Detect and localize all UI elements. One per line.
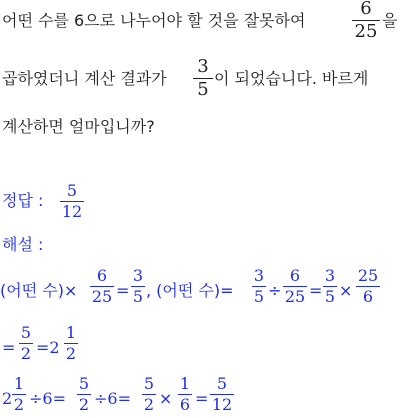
numerator: 25 [357, 266, 379, 285]
numerator: 5 [78, 374, 90, 393]
numerator: 5 [20, 323, 32, 342]
numerator: 1 [179, 374, 191, 393]
eq3-text-2: ÷6= [29, 389, 66, 408]
eq1-text-2: = [116, 281, 130, 300]
numerator: 3 [197, 56, 209, 77]
eq1-fraction-1 [90, 267, 114, 306]
denominator: 12 [211, 395, 233, 414]
eq1-text-1: (어떤 수)× [0, 281, 78, 300]
numerator: 5 [216, 374, 228, 393]
question-line-1-end: 을 [382, 11, 398, 30]
eq3-text-5: = [195, 389, 209, 408]
eq3-text-4: × [159, 389, 173, 408]
denominator: 2 [78, 395, 90, 414]
eq3-fraction-1 [12, 375, 26, 414]
fraction-3-5 [193, 57, 213, 100]
question-line-2-end: 이 되었습니다. 바르게 [214, 69, 369, 88]
denominator: 5 [197, 79, 209, 100]
question-line-1: 어떤 수를 6으로 나누어야 할 것을 잘못하여 [2, 11, 306, 30]
eq2-fraction-1 [19, 324, 33, 363]
denominator: 5 [132, 287, 144, 306]
denominator: 5 [253, 287, 265, 306]
question-line-2-start: 곱하였더니 계산 결과가 [2, 69, 167, 88]
eq3-text-3: ÷6= [94, 389, 131, 408]
question-line-3: 계산하면 얼마입니까? [2, 117, 155, 136]
eq1-fraction-3 [252, 267, 266, 306]
answer-fraction [60, 182, 84, 221]
eq2-text-2: =2 [36, 338, 60, 357]
eq1-text-6: × [339, 281, 353, 300]
numerator: 6 [360, 0, 372, 19]
numerator: 5 [143, 374, 155, 393]
eq1-fraction-5 [323, 267, 337, 306]
eq3-fraction-4 [178, 375, 192, 414]
denominator: 2 [20, 344, 32, 363]
numerator: 3 [253, 266, 265, 285]
eq3-fraction-5 [210, 375, 234, 414]
denominator: 2 [13, 395, 25, 414]
eq3-fraction-2 [77, 375, 91, 414]
numerator: 6 [289, 266, 301, 285]
denominator: 6 [179, 395, 191, 414]
explanation-label: 해설 : [2, 235, 44, 254]
denominator: 6 [362, 287, 374, 306]
denominator: 25 [284, 287, 306, 306]
eq1-text-4: ÷ [268, 281, 282, 300]
denominator: 5 [324, 287, 336, 306]
eq1-fraction-2 [131, 267, 145, 306]
eq1-fraction-4 [283, 267, 307, 306]
eq2-fraction-2 [64, 324, 78, 363]
denominator: 12 [61, 202, 83, 221]
fraction-6-25 [352, 0, 380, 42]
numerator: 3 [132, 266, 144, 285]
eq3-text-1: 2 [2, 389, 13, 408]
denominator: 25 [354, 21, 378, 42]
denominator: 25 [91, 287, 113, 306]
eq3-fraction-3 [142, 375, 156, 414]
denominator: 2 [143, 395, 155, 414]
numerator: 3 [324, 266, 336, 285]
eq2-text-1: = [2, 338, 16, 357]
denominator: 2 [65, 344, 77, 363]
eq1-text-5: = [309, 281, 323, 300]
numerator: 6 [96, 266, 108, 285]
eq1-text-3: , (어떤 수)= [146, 281, 234, 300]
answer-label: 정답 : [2, 191, 44, 210]
eq1-fraction-6 [356, 267, 380, 306]
numerator: 1 [65, 323, 77, 342]
numerator: 1 [13, 374, 25, 393]
numerator: 5 [66, 181, 78, 200]
